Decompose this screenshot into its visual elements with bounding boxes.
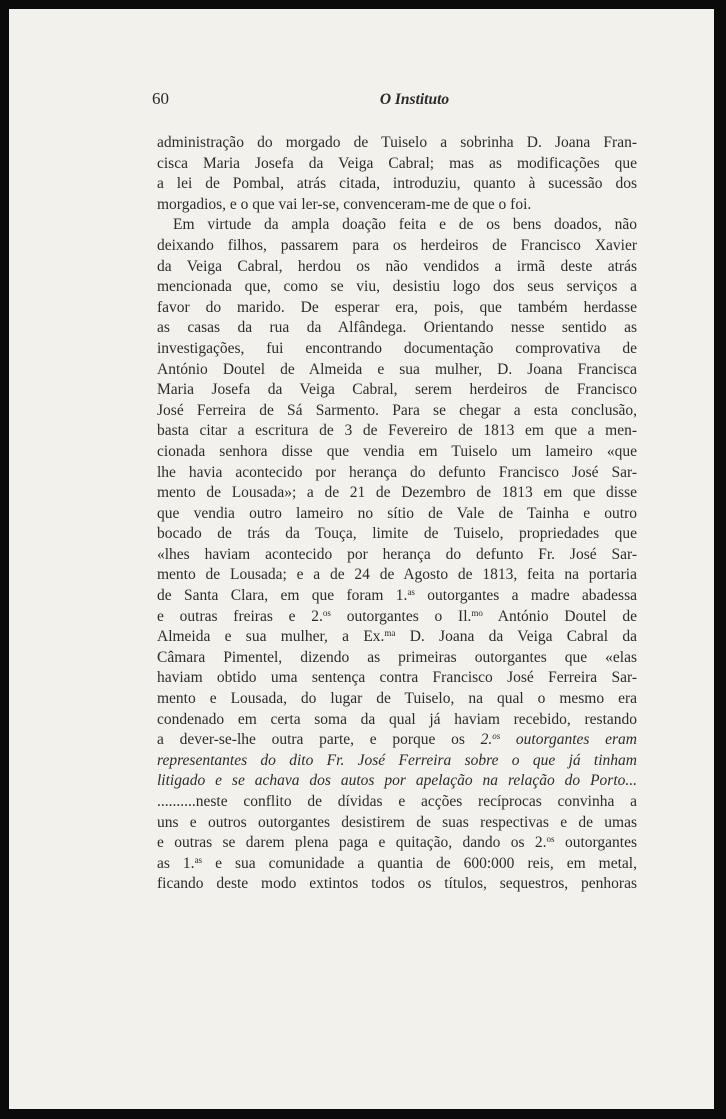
- text-line: as 1.$^{as}$ e sua comunidade a quantia de 600:000 reis, em metal,: [157, 854, 637, 872]
- text-line: Câmara Pimentel, dizendo as primeiras outorgantes que «elas: [157, 648, 637, 666]
- text-line: administração do morgado de Tuiselo a sobrinha D. Joana Fran-: [157, 134, 637, 151]
- page-header: [152, 89, 637, 113]
- text-line: Almeida e sua mulher, a Ex.$^{ma}$ D. Joana da Veiga Cabral da: [157, 628, 637, 646]
- text-line: cionada senhora disse que vendia em Tuiselo um lameiro «que: [157, 442, 637, 460]
- text-line: deixando filhos, passarem para os herdeiros de Francisco Xavier: [157, 236, 637, 254]
- text-line: condenado em certa soma da qual já haviam recebido, restando: [157, 710, 637, 728]
- text-line: mento de Lousada; e a de 24 de Agosto de 1813, feita na portaria: [157, 566, 637, 584]
- body-text: [157, 133, 637, 895]
- text-line: as casas da rua da Alfândega. Orientando nesse sentido as: [157, 319, 637, 337]
- text-line: lhe havia acontecido por herança do defunto Francisco José Sar-: [157, 463, 637, 481]
- text-line: basta citar a escritura de 3 de Fevereiro de 1813 em que a men-: [157, 422, 637, 440]
- text-line: mento e Lousada, do lugar de Tuiselo, na qual o mesmo era: [157, 690, 637, 708]
- text-line: e outras se darem plena paga e quitação, dando os 2.$^{os}$ outorgantes: [157, 834, 637, 852]
- text-line: da Veiga Cabral, herdou os não vendidos a irmã deste atrás: [157, 257, 637, 275]
- text-line: morgadios, e o que vai ler-se, convenceram-me de que o foi.: [157, 195, 532, 213]
- text-line: mencionada que, como se viu, desistiu logo dos seus serviços a: [157, 278, 637, 296]
- text-line: uns e outros outorgantes desistirem de suas respectivas e de umas: [157, 813, 637, 831]
- text-line: a dever-se-lhe outra parte, e porque os 2.$^{os}$ outorgantes eram: [157, 731, 637, 749]
- book-page: [9, 9, 714, 1109]
- text-line: haviam obtido uma sentença contra Francisco José Ferreira Sar-: [157, 669, 637, 687]
- running-title: O Instituto: [379, 91, 450, 108]
- text-line: a lei de Pombal, atrás citada, introduziu, quanto à sucessão dos: [157, 175, 637, 193]
- text-line: mento de Lousada»; a de 21 de Dezembro de 1813 em que disse: [157, 484, 637, 502]
- text-line: ..........neste conflito de dívidas e acções recíprocas convinha a: [157, 793, 637, 810]
- text-line: bocado de trás da Touça, limite de Tuiselo, propriedades que: [157, 525, 637, 543]
- text-line: ficando deste modo extintos todos os títulos, sequestros, penhoras: [157, 875, 637, 893]
- text-line: de Santa Clara, em que foram 1.$^{as}$ outorgantes a madre abadessa: [157, 587, 637, 605]
- text-line: investigações, fui encontrando documentação comprovativa de: [157, 339, 637, 357]
- text-line: favor do marido. De esperar era, pois, que também herdasse: [157, 298, 637, 316]
- page-number: 60: [152, 89, 169, 108]
- text-line: litigado e se achava dos autos por apelação na relação do Porto...: [157, 772, 637, 790]
- text-line: António Doutel de Almeida e sua mulher, D. Joana Francisca: [157, 360, 637, 378]
- text-line: Em virtude da ampla doação feita e de os bens doados, não: [173, 216, 637, 234]
- text-line: Maria Josefa da Veiga Cabral, serem herdeiros de Francisco: [157, 381, 637, 399]
- text-line: «lhes haviam acontecido por herança do defunto Fr. José Sar-: [157, 545, 637, 563]
- text-line: representantes do dito Fr. José Ferreira sobre o que já tinham: [157, 751, 637, 769]
- text-line: cisca Maria Josefa da Veiga Cabral; mas as modificações que: [157, 154, 637, 172]
- text-line: e outras freiras e 2.$^{os}$ outorgantes o Il.$^{mo}$ António Doutel de: [157, 607, 637, 625]
- text-line: que vendia outro lameiro no sítio de Vale de Tainha e outro: [157, 504, 637, 522]
- text-line: José Ferreira de Sá Sarmento. Para se chegar a esta conclusão,: [157, 401, 637, 419]
